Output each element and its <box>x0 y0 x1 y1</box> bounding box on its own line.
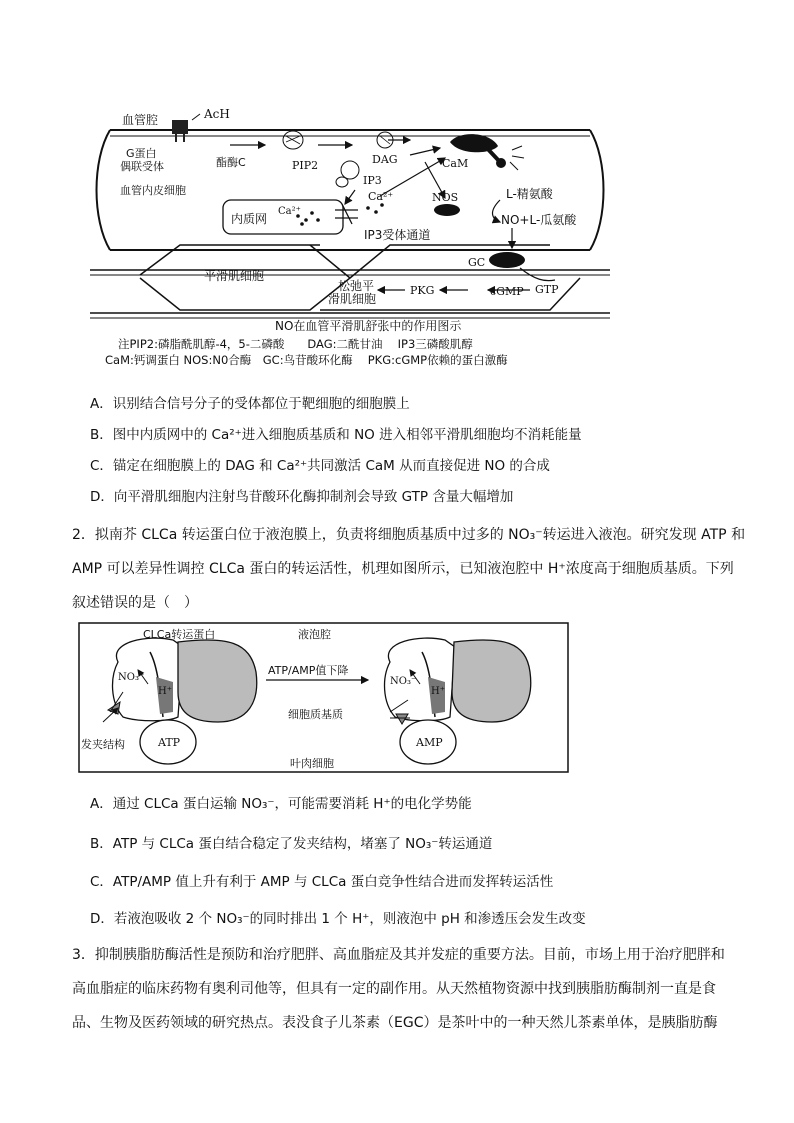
q2-stem-line-1: 2．拟南芥 CLCa 转运蛋白位于液泡膜上，负责将细胞质基质中过多的 NO₃⁻转运进入液泡。研究发现 ATP 和 <box>72 527 746 543</box>
label-ratio-drop: ATP/AMP值下降 <box>268 664 349 677</box>
label-atp: ATP <box>158 736 181 749</box>
label-arginine: L-精氨酸 <box>506 187 553 201</box>
q1-option-d: D．向平滑肌细胞内注射鸟苷酸环化酶抑制剂会导致 GTP 含量大幅增加 <box>90 489 514 505</box>
figure-no-pathway <box>80 100 620 370</box>
figure-clca <box>78 622 570 774</box>
label-h-left: H⁺ <box>158 686 172 697</box>
label-gtp: GTP <box>535 283 559 296</box>
q2-option-d: D．若液泡吸收 2 个 NO₃⁻的同时排出 1 个 H⁺，则液泡中 pH 和渗透压会发生改变 <box>90 911 586 927</box>
clca-diagram <box>78 622 570 774</box>
label-no3-left: NO₃⁻ <box>118 672 145 683</box>
label-er: 内质网 <box>231 212 268 226</box>
label-ach: AcH <box>204 107 230 121</box>
label-no3-right: NO₃⁻ <box>390 676 417 687</box>
label-hairpin: 发夹结构 <box>81 738 125 751</box>
label-relax-2: 滑肌细胞 <box>328 292 377 306</box>
label-cgmp: cGMP <box>490 285 524 298</box>
label-lumen: 血管腔 <box>122 113 159 127</box>
label-g-protein: G蛋白 <box>126 147 157 160</box>
label-clca: CLCa转运蛋白 <box>143 628 216 641</box>
label-ip3-channel: IP3受体通道 <box>364 228 431 242</box>
label-pkg: PKG <box>410 284 435 297</box>
label-pip2: PIP2 <box>292 159 319 172</box>
label-cytoplasm: 细胞质基质 <box>288 708 343 721</box>
label-endothelial: 血管内皮细胞 <box>120 184 186 197</box>
label-relax-1: 松弛平 <box>338 279 375 293</box>
q3-line-3: 品、生物及医药领域的研究热点。表没食子儿茶素（EGC）是茶叶中的一种天然儿茶素单体，是胰脂肪酶 <box>72 1015 718 1031</box>
label-dag: DAG <box>372 153 398 166</box>
q2-option-a: A．通过 CLCa 蛋白运输 NO₃⁻，可能需要消耗 H⁺的电化学势能 <box>90 796 472 812</box>
label-vacuole-lumen: 液泡腔 <box>298 628 331 641</box>
q3-line-1: 3．抑制胰脂肪酶活性是预防和治疗肥胖、高血脂症及其并发症的重要方法。目前，市场上用于治疗肥胖和 <box>72 947 725 963</box>
label-h-right: H⁺ <box>431 686 445 697</box>
label-g-receptor: 偶联受体 <box>120 160 164 173</box>
q1-option-b: B．图中内质网中的 Ca²⁺进入细胞质基质和 NO 进入相邻平滑肌细胞均不消耗能量 <box>90 427 582 443</box>
label-ip3: IP3 <box>363 174 382 187</box>
label-no-citrulline: NO+L-瓜氨酸 <box>501 213 577 227</box>
no-pathway-diagram <box>80 100 620 370</box>
q2-option-c: C．ATP/AMP 值上升有利于 AMP 与 CLCa 蛋白竞争性结合进而发挥转运活性 <box>90 874 554 890</box>
label-lipase: 酯酶C <box>216 156 246 169</box>
q1-option-c: C．锚定在细胞膜上的 DAG 和 Ca²⁺共同激活 CaM 从而直接促进 NO 的合成 <box>90 458 550 474</box>
q2-stem-line-3: 叙述错误的是（ ） <box>72 595 198 611</box>
label-gc: GC <box>468 256 486 269</box>
label-cam: CaM <box>442 157 469 170</box>
figure1-note-1: 注PIP2:磷脂酰肌醇-4，5-二磷酸 DAG:二酰甘油 IP3三磷酸肌醇 <box>118 337 473 351</box>
figure1-note-2: CaM:钙调蛋白 NOS:N0合酶 GC:鸟苷酸环化酶 PKG:cGMP依赖的蛋白激酶 <box>105 353 508 367</box>
label-nos: NOS <box>432 191 459 204</box>
figure1-caption: NO在血管平滑肌舒张中的作用图示 <box>275 319 462 333</box>
q1-option-a: A．识别结合信号分子的受体都位于靶细胞的细胞膜上 <box>90 396 410 412</box>
label-leaf-cell: 叶肉细胞 <box>290 757 334 770</box>
q2-stem-line-2: AMP 可以差异性调控 CLCa 蛋白的转运活性，机理如图所示，已知液泡腔中 H⁺浓度高于细胞质基质。下列 <box>72 561 734 577</box>
q2-option-b: B．ATP 与 CLCa 蛋白结合稳定了发夹结构，堵塞了 NO₃⁻转运通道 <box>90 836 493 852</box>
label-ca-er: Ca²⁺ <box>278 206 301 217</box>
label-amp: AMP <box>416 736 443 749</box>
q3-line-2: 高血脂症的临床药物有奥利司他等，但具有一定的副作用。从天然植物资源中找到胰脂肪酶制剂一直是食 <box>72 981 716 997</box>
label-ca-cytosol: Ca²⁺ <box>368 190 394 203</box>
label-smooth-muscle: 平滑肌细胞 <box>204 269 265 283</box>
